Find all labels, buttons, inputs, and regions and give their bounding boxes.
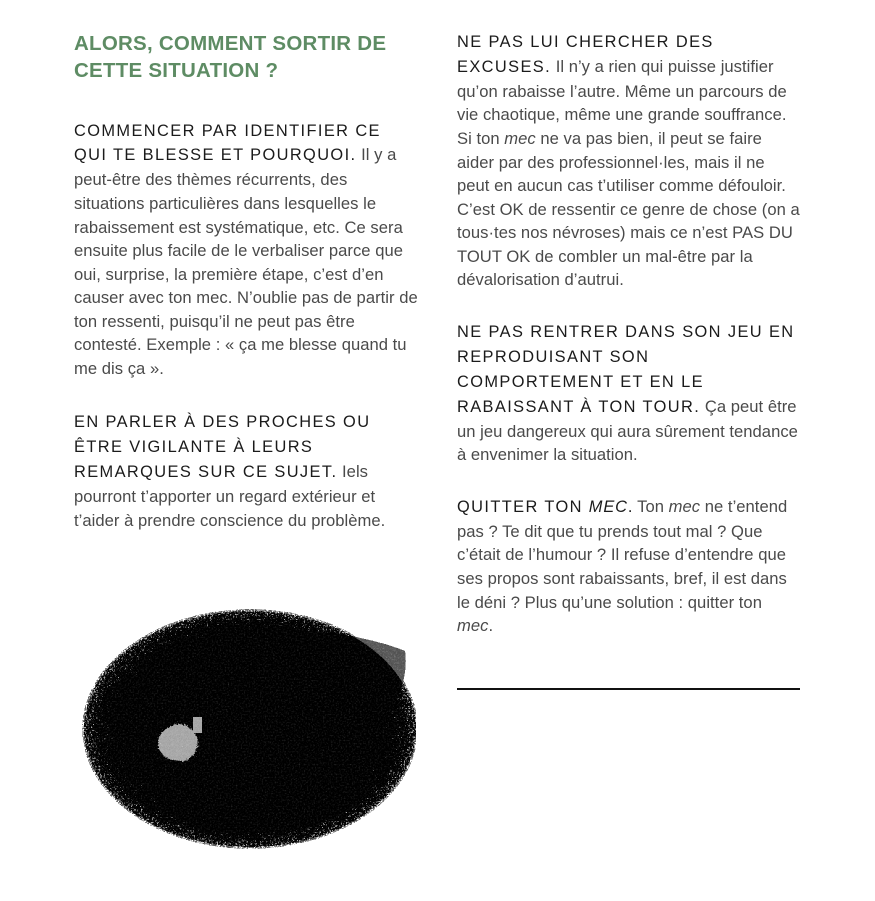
lead-in-quitter-italic-mec: MEC — [588, 497, 628, 516]
lead-in-quitter — [457, 498, 633, 516]
paragraph-excuses — [457, 30, 800, 292]
paragraph-quitter — [457, 495, 800, 638]
paragraph-body-proches: Iels pourront t’apporter un regard extérieur et t’aider à prendre conscience du problème. — [74, 462, 386, 530]
paragraph-body-quitter-a: Ton — [632, 496, 669, 516]
lead-in-proches: EN PARLER À DES PROCHES OU ÊTRE VIGILANTE À LEURS REMARQUES SUR CE SUJET. — [74, 413, 371, 482]
italic-mec-excuses: mec — [504, 129, 536, 149]
eye-photo — [75, 603, 416, 856]
lead-in-quitter-a: QUITTER TON — [457, 497, 589, 516]
lead-in-identifier: COMMENCER PAR IDENTIFIER CE QUI TE BLESSE ET POURQUOI. — [74, 121, 381, 165]
paragraph-body-quitter-c: . — [488, 616, 494, 636]
horizontal-rule-divider — [457, 688, 800, 690]
left-column — [74, 30, 419, 532]
italic-mec-quitter-1: mec — [668, 496, 701, 516]
paragraph-body-identifier: Il y a peut-être des thèmes récurrents, des situations particulières dans lesquelles le rabaissement est systématique, etc. Ce sera ensuite plus facile de le verbaliser parce que oui, surprise, la première étape, c’est d’en causer avec ton mec. N’oublie pas de partir de ton ressenti, puisqu’il ne peut pas être contesté. Exemple : « ça me blesse quand tu me dis ça ». — [74, 145, 418, 378]
paragraph-body-excuses-a: Il n’y a rien qui puisse justifier qu’on rabaisse l’autre. Même un parcours de vie chaotique, même une grande souffrance. Si ton — [457, 56, 787, 149]
paragraph-body-excuses-b: ne va pas bien, il peut se faire aider par des professionnel·les, mais il ne peut en aucun cas t’utiliser comme défouloir. C’est OK de ressentir ce genre de chose (on a tous·tes nos névroses) mais ce n’est PAS DU TOUT OK de combler un mal-être par la dévalorisation d’autrui. — [457, 129, 800, 290]
lead-in-quitter-b: . — [627, 497, 633, 516]
lead-in-excuses: NE PAS LUI CHERCHER DES EXCUSES. — [457, 33, 714, 76]
lead-in-jeu: NE PAS RENTRER DANS SON JEU EN REPRODUISANT SON COMPORTEMENT ET EN LE RABAISSANT À TON TOUR. — [457, 322, 795, 416]
paragraph-body-jeu: Ça peut être un jeu dangereux qui aura sûrement tendance à envenimer la situation. — [457, 396, 798, 465]
paragraph-proches — [74, 410, 419, 532]
section-heading: ALORS, COMMENT SORTIR DE CETTE SITUATION ? — [74, 32, 387, 83]
eye-photo-dither-canvas — [75, 603, 416, 856]
paragraph-identifier — [74, 119, 419, 381]
right-column — [457, 30, 800, 666]
paragraph-body-quitter-b: ne t’entend pas ? Te dit que tu prends tout mal ? Que c’était de l’humour ? Il refuse d’entendre que ses propos sont rabaissants, bref, il est dans le déni ? Plus qu’une solution : quitter ton — [457, 496, 788, 612]
paragraph-jeu — [457, 320, 800, 467]
italic-mec-quitter-2: mec — [457, 616, 489, 636]
